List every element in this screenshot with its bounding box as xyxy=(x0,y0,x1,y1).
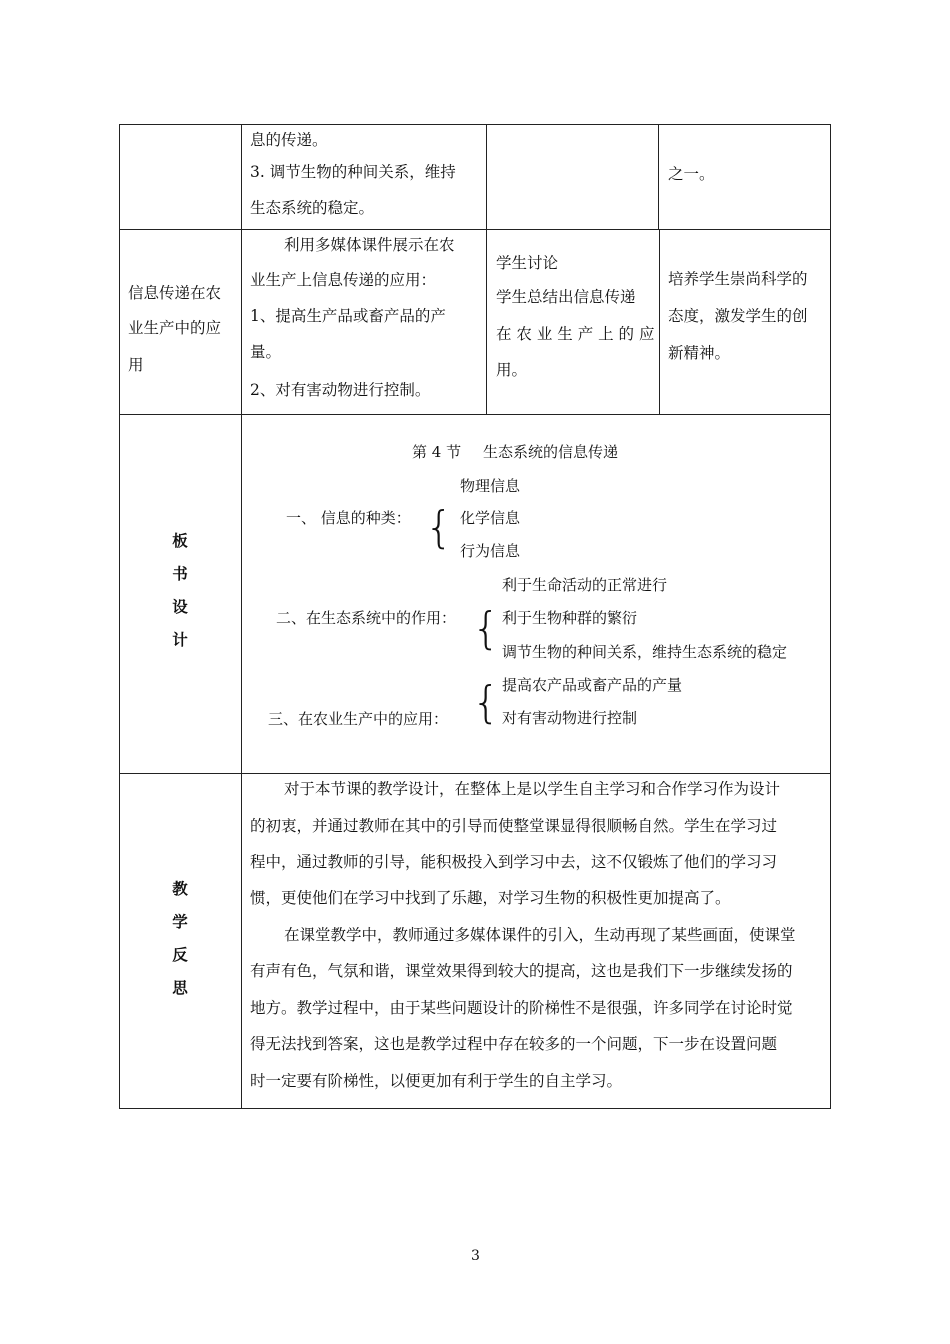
col1-right-border xyxy=(241,124,242,1109)
table-top-border xyxy=(119,124,831,125)
row1-col4-line-1: 之一。 xyxy=(668,165,715,183)
reflection-line-7: 地方。教学过程中，由于某些问题设计的阶梯性不是很强，许多同学在讨论时觉 xyxy=(250,999,793,1017)
board-title-section: 第 4 节 xyxy=(412,443,462,461)
reflection-line-6: 有声有色，气氛和谐，课堂效果得到较大的提高，这也是我们下一步继续发扬的 xyxy=(250,962,793,980)
reflection-label-char-2: 学 xyxy=(172,912,188,931)
board-s1-label: 一、 信息的种类： xyxy=(286,509,411,527)
row2-col4-line-3: 新精神。 xyxy=(668,344,731,362)
reflection-line-8: 得无法找到答案，这也是教学过程中存在较多的一个问题，下一步在设置问题 xyxy=(250,1035,778,1053)
row2-col3-line-3: 在 农 业 生 产 上 的 应 xyxy=(496,325,655,343)
reflection-line-5: 在课堂教学中，教师通过多媒体课件的引入，生动再现了某些画面，使课堂 xyxy=(284,926,796,944)
row2-col3-line-4: 用。 xyxy=(496,361,528,379)
row2-col2-line-4: 量。 xyxy=(250,343,282,361)
board-s3-item-1: 提高农产品或畜产品的产量 xyxy=(502,676,683,694)
board-title-name: 生态系统的信息传递 xyxy=(483,443,619,461)
col3-right-border-row2 xyxy=(659,229,660,415)
row2-col2-line-2: 业生产上信息传递的应用： xyxy=(250,271,437,289)
board-s1-item-2: 化学信息 xyxy=(460,509,521,527)
table-bottom-border xyxy=(119,1108,831,1109)
board-s3-item-2: 对有害动物进行控制 xyxy=(502,709,638,727)
row2-col3-line-2: 学生总结出信息传递 xyxy=(496,288,636,306)
page-number: 3 xyxy=(471,1248,480,1264)
row1-col2-line-3: 生态系统的稳定。 xyxy=(250,199,375,217)
row1-col2-line-2: 3. 调节生物的种间关系，维持 xyxy=(250,163,456,181)
board-s1-item-3: 行为信息 xyxy=(460,542,521,560)
row2-col1-line-3: 用 xyxy=(128,356,144,374)
reflection-line-3: 程中，通过教师的引导，能积极投入到学习中去，这不仅锻炼了他们的学习习 xyxy=(250,853,778,871)
row2-col3-line-1: 学生讨论 xyxy=(496,254,559,272)
board-s3-label: 三、在农业生产中的应用： xyxy=(268,710,449,728)
reflection-line-1: 对于本节课的教学设计，在整体上是以学生自主学习和合作学习作为设计 xyxy=(284,780,781,798)
table-left-border xyxy=(119,124,120,1109)
row2-col1-line-2: 业生产中的应 xyxy=(128,319,222,337)
board-s1-item-1: 物理信息 xyxy=(460,477,521,495)
row2-col4-line-2: 态度，激发学生的创 xyxy=(668,307,808,325)
reflection-line-2: 的初衷，并通过教师在其中的引导而使整堂课显得很顺畅自然。学生在学习过 xyxy=(250,817,778,835)
board-s2-item-3: 调节生物的种间关系，维持生态系统的稳定 xyxy=(502,643,788,661)
row2-col1-line-1: 信息传递在农 xyxy=(128,284,222,302)
board-label-char-3: 设 xyxy=(172,597,188,616)
board-label-char-2: 书 xyxy=(172,564,188,583)
board-label-char-1: 板 xyxy=(172,531,188,550)
row2-bottom-border xyxy=(119,414,831,415)
brace-icon-s1: { xyxy=(425,502,453,553)
brace-icon-s3: { xyxy=(472,677,500,728)
reflection-label-char-1: 教 xyxy=(172,879,188,898)
row1-col2-line-1: 息的传递。 xyxy=(250,131,328,149)
table-right-border xyxy=(830,124,831,1109)
board-s2-label: 二、在生态系统中的作用： xyxy=(276,609,457,627)
reflection-line-9: 时一定要有阶梯性，以便更加有利于学生的自主学习。 xyxy=(250,1072,623,1090)
row2-col2-line-5: 2、对有害动物进行控制。 xyxy=(250,381,431,399)
brace-icon-s2: { xyxy=(472,603,500,654)
row1-bottom-border xyxy=(119,229,831,230)
reflection-label-char-4: 思 xyxy=(172,978,188,997)
col2-right-border-row2 xyxy=(486,229,487,415)
row2-col2-line-1: 利用多媒体课件展示在农 xyxy=(284,236,455,254)
reflection-label-char-3: 反 xyxy=(172,945,188,964)
board-s2-item-2: 利于生物种群的繁衍 xyxy=(502,609,638,627)
row2-col2-line-3: 1、提高生产品或畜产品的产 xyxy=(250,307,446,325)
board-label-char-4: 计 xyxy=(172,630,188,649)
col3-right-border-row1 xyxy=(658,124,659,230)
row2-col4-line-1: 培养学生崇尚科学的 xyxy=(668,270,808,288)
board-s2-item-1: 利于生命活动的正常进行 xyxy=(502,576,668,594)
col2-right-border-row1 xyxy=(486,124,487,230)
reflection-line-4: 惯，更使他们在学习中找到了乐趣，对学习生物的积极性更加提高了。 xyxy=(250,889,731,907)
